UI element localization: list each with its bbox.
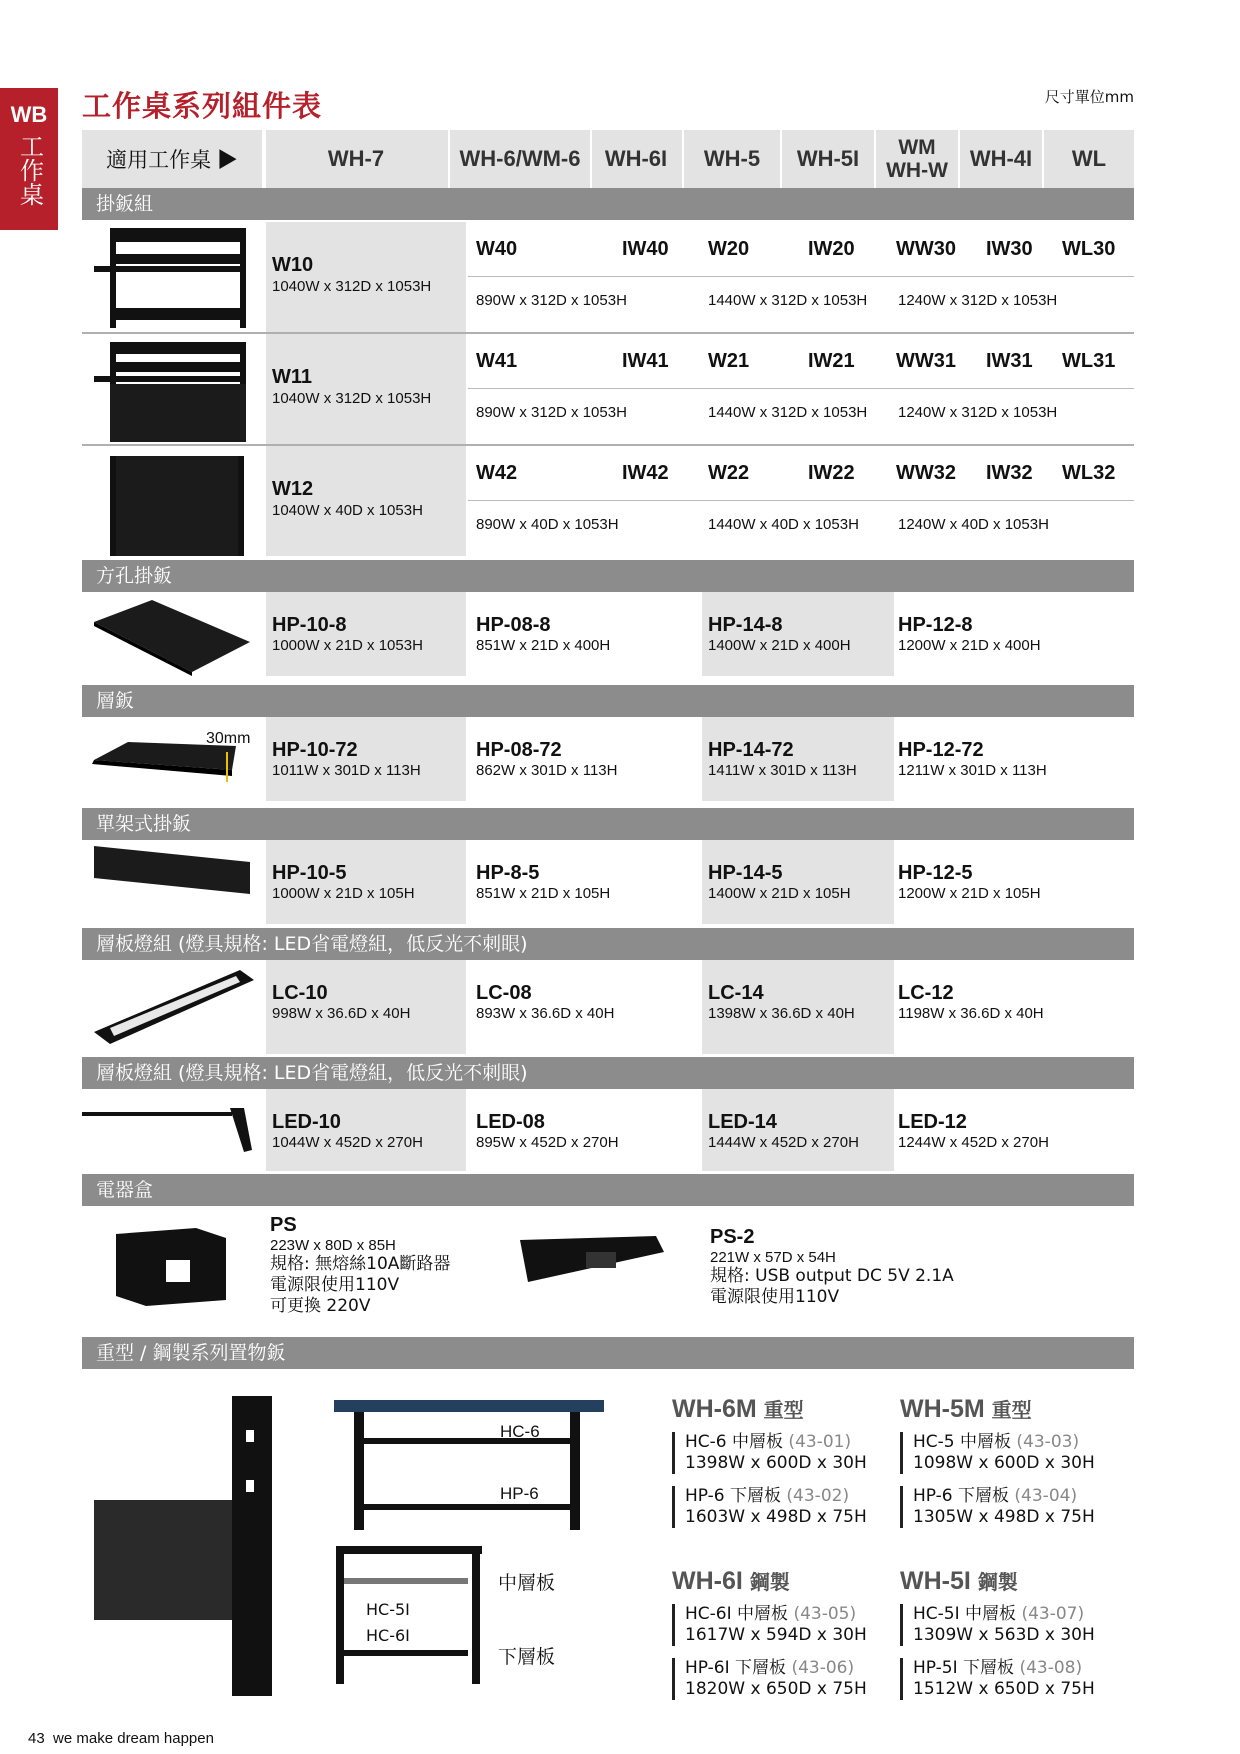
- hang-dim: 1440W x 312D x 1053H: [708, 404, 868, 421]
- shelf-note: 30mm: [206, 730, 251, 747]
- led-dim: 895W x 452D x 270H: [476, 1134, 619, 1151]
- page-number: 43: [28, 1730, 45, 1747]
- part-dim: 1398W x 600D x 30H: [685, 1453, 867, 1473]
- part-line: [685, 1604, 892, 1625]
- shelf-dim: 1011W x 301D x 113H: [272, 762, 421, 779]
- shelf-item: [272, 739, 421, 779]
- model-name: WH-6I: [672, 1567, 743, 1595]
- part-name: HC-5I 中層板: [913, 1604, 1017, 1624]
- model-name: WH-6M: [672, 1395, 757, 1423]
- hang-code: WW32: [896, 462, 956, 484]
- part-dim: 1305W x 498D x 75H: [913, 1507, 1095, 1527]
- hang-code: W42: [476, 462, 518, 484]
- single-dim: 1000W x 21D x 105H: [272, 885, 415, 902]
- section-square-hole-board: 方孔掛鈑: [82, 560, 1134, 592]
- lc-dim: 1198W x 36.6D x 40H: [898, 1005, 1044, 1022]
- model-type: 重型: [991, 1400, 1032, 1422]
- shelf-code: HP-14-72: [708, 739, 794, 761]
- part-line: [685, 1658, 892, 1679]
- pegboard-code: HP-10-8: [272, 614, 347, 636]
- hang-dim: 1240W x 312D x 1053H: [898, 404, 1058, 421]
- shelf-item: [898, 739, 1047, 779]
- part-name: HP-6 下層板: [685, 1486, 782, 1506]
- single-rack-image: [90, 842, 260, 902]
- diagram-hc6i: HC-6I: [366, 1626, 410, 1645]
- section-hanging-set: 掛鈑組: [82, 188, 1134, 220]
- diagram-hc5i: HC-5I: [366, 1600, 410, 1619]
- section-separator: [82, 332, 1134, 334]
- hang-code: IW41: [622, 350, 669, 372]
- single-item: [272, 862, 415, 902]
- tab-code: WB: [10, 102, 48, 127]
- pegboard-item: [272, 614, 423, 654]
- part-name: HC-6I 中層板: [685, 1604, 789, 1624]
- ps-dim: 223W x 80D x 85H: [270, 1237, 396, 1254]
- led-item: [898, 1111, 1049, 1151]
- hang-code: WW30: [896, 238, 956, 260]
- hang-dim: 1440W x 40D x 1053H: [708, 516, 859, 533]
- part-code: (43-03): [1016, 1432, 1080, 1452]
- pegboard-dim: 851W x 21D x 400H: [476, 637, 611, 654]
- single-item: [708, 862, 851, 902]
- hang-dim: 890W x 312D x 1053H: [476, 404, 627, 421]
- row-divider: [468, 500, 1134, 501]
- diagram-mid-shelf: 中層板: [498, 1572, 556, 1594]
- pegboard-code: HP-12-8: [898, 614, 973, 636]
- hang-main-code: W11: [272, 366, 313, 388]
- header-col-wh5i: WH-5I: [796, 146, 860, 171]
- model-block: [672, 1566, 892, 1700]
- ps-info: [270, 1214, 450, 1317]
- section-heavy-steel-shelves: 重型 / 鋼製系列置物鈑: [82, 1337, 1134, 1369]
- section-lamp-set-lc: 層板燈組 (燈具規格: LED省電燈組，低反光不刺眼): [82, 928, 1134, 960]
- hang-code: IW31: [986, 350, 1033, 372]
- model-name: WH-5M: [900, 1395, 985, 1423]
- part-code: (43-02): [786, 1486, 850, 1506]
- led-code: LED-10: [272, 1111, 341, 1133]
- led-item: [272, 1111, 423, 1151]
- shelf-dim: 1411W x 301D x 113H: [708, 762, 857, 779]
- model-type: 鋼製: [977, 1572, 1018, 1594]
- page-title: 工作桌系列組件表: [82, 89, 323, 123]
- hang-code: WW31: [896, 350, 956, 372]
- lc-code: LC-08: [476, 982, 532, 1004]
- model-title: [672, 1566, 892, 1596]
- hang-code: IW40: [622, 238, 669, 260]
- single-item: [898, 862, 1041, 902]
- part-dim: 1098W x 600D x 30H: [913, 1453, 1095, 1473]
- pegboard-dim: 1000W x 21D x 1053H: [272, 637, 423, 654]
- hang-code: WL32: [1062, 462, 1116, 484]
- hanging-panel-image-2: [88, 338, 248, 446]
- part-line: [913, 1604, 1120, 1625]
- ps2-info: [710, 1226, 954, 1308]
- led-code: LED-14: [708, 1111, 777, 1133]
- ps-box-image: [110, 1224, 230, 1308]
- model-title: [672, 1394, 892, 1424]
- section-electrical-box: 電器盒: [82, 1174, 1134, 1206]
- hang-main-cell: [266, 222, 466, 332]
- part-dim: 1512W x 650D x 75H: [913, 1679, 1095, 1699]
- part-code: (43-08): [1019, 1658, 1083, 1678]
- pegboard-item: [708, 614, 851, 654]
- shelf-code: HP-12-72: [898, 739, 984, 761]
- workbench-diagram: [332, 1392, 612, 1538]
- lc-dim: 893W x 36.6D x 40H: [476, 1005, 615, 1022]
- pegboard-dim: 1200W x 21D x 400H: [898, 637, 1041, 654]
- hang-code: IW20: [808, 238, 855, 260]
- single-dim: 1400W x 21D x 105H: [708, 885, 851, 902]
- shelf-code: HP-10-72: [272, 739, 358, 761]
- lc-code: LC-14: [708, 982, 764, 1004]
- diagram-hc6: HC-6: [500, 1422, 540, 1441]
- ps2-box-image: [516, 1230, 666, 1290]
- header-col-wh5: WH-5: [703, 146, 761, 171]
- model-part: [672, 1432, 892, 1474]
- ps2-dim: 221W x 57D x 54H: [710, 1249, 836, 1266]
- hang-main-dim: 1040W x 40D x 1053H: [272, 502, 423, 519]
- table-header: [82, 130, 1134, 188]
- part-line: [913, 1432, 1120, 1453]
- part-code: (43-06): [791, 1658, 855, 1678]
- shelf-image: [88, 730, 258, 786]
- header-col-wl: WL: [1071, 146, 1107, 171]
- part-code: (43-04): [1014, 1486, 1078, 1506]
- header-col-wm: WM: [898, 136, 936, 159]
- ps-voltage: 電源限使用110V: [270, 1275, 400, 1295]
- hang-main-cell: [266, 446, 466, 556]
- header-col-wm-whw: [876, 130, 958, 188]
- part-dim: 1820W x 650D x 75H: [685, 1679, 867, 1699]
- footer-slogan: we make dream happen: [53, 1730, 214, 1747]
- header-col-wh4i: WH-4I: [969, 146, 1033, 171]
- hang-code: W22: [708, 462, 750, 484]
- single-code: HP-14-5: [708, 862, 783, 884]
- model-part: [672, 1486, 892, 1528]
- pegboard-code: HP-14-8: [708, 614, 783, 636]
- lc-item: [476, 982, 614, 1022]
- hanging-panel-image-1: [88, 224, 248, 332]
- shelf-item: [708, 739, 857, 779]
- lc-code: LC-10: [272, 982, 328, 1004]
- ps-code: PS: [270, 1214, 297, 1236]
- lc-item: [272, 982, 410, 1022]
- section-tab: [0, 88, 58, 230]
- part-name: HP-6I 下層板: [685, 1658, 787, 1678]
- model-part: [900, 1658, 1120, 1700]
- part-line: [913, 1658, 1120, 1679]
- part-dim: 1603W x 498D x 75H: [685, 1507, 867, 1527]
- model-part: [672, 1604, 892, 1646]
- model-title: [900, 1394, 1120, 1424]
- model-block: [900, 1394, 1120, 1528]
- lc-dim: 998W x 36.6D x 40H: [272, 1005, 411, 1022]
- hang-code: IW32: [986, 462, 1033, 484]
- shelf-code: HP-08-72: [476, 739, 562, 761]
- hang-code: IW30: [986, 238, 1033, 260]
- model-block: [900, 1566, 1120, 1700]
- model-type: 鋼製: [749, 1572, 790, 1594]
- hang-code: IW42: [622, 462, 669, 484]
- model-part: [900, 1486, 1120, 1528]
- lc-dim: 1398W x 36.6D x 40H: [708, 1005, 855, 1022]
- part-line: [685, 1432, 892, 1453]
- shelf-closeup-image: [92, 1390, 282, 1700]
- hang-code: IW21: [808, 350, 855, 372]
- shelf-item: [476, 739, 617, 779]
- hang-code: W40: [476, 238, 518, 260]
- led-dim: 1044W x 452D x 270H: [272, 1134, 423, 1151]
- part-name: HP-5I 下層板: [913, 1658, 1015, 1678]
- part-dim: 1309W x 563D x 30H: [913, 1625, 1095, 1645]
- led-item: [476, 1111, 619, 1151]
- single-dim: 851W x 21D x 105H: [476, 885, 611, 902]
- hang-code: W20: [708, 238, 750, 260]
- model-part: [672, 1658, 892, 1700]
- section-shelf: 層鈑: [82, 685, 1134, 717]
- part-line: [913, 1486, 1120, 1507]
- header-col-wh7: WH-7: [327, 146, 385, 171]
- model-name: WH-5I: [900, 1567, 971, 1595]
- ps2-code: PS-2: [710, 1226, 755, 1248]
- ps-replace: 可更換 220V: [270, 1296, 371, 1316]
- lc-item: [708, 982, 855, 1022]
- hang-code: W41: [476, 350, 518, 372]
- section-single-rack: 單架式掛鈑: [82, 808, 1134, 840]
- part-code: (43-05): [793, 1604, 857, 1624]
- shelf-dim: 1211W x 301D x 113H: [898, 762, 1047, 779]
- pegboard-panel-image: [110, 452, 250, 558]
- row-divider: [468, 388, 1134, 389]
- pegboard-item: [898, 614, 1041, 654]
- part-code: (43-07): [1021, 1604, 1085, 1624]
- model-block: [672, 1394, 892, 1528]
- hang-code: WL30: [1062, 238, 1116, 260]
- lc-code: LC-12: [898, 982, 954, 1004]
- row-divider: [468, 276, 1134, 277]
- hang-dim: 890W x 40D x 1053H: [476, 516, 619, 533]
- part-name: HC-5 中層板: [913, 1432, 1012, 1452]
- pegboard-image: [92, 598, 252, 678]
- section-lamp-set-led: 層板燈組 (燈具規格: LED省電燈組，低反光不刺眼): [82, 1057, 1134, 1089]
- led-dim: 1244W x 452D x 270H: [898, 1134, 1049, 1151]
- part-code: (43-01): [788, 1432, 852, 1452]
- diagram-low-shelf: 下層板: [498, 1646, 556, 1668]
- hang-main-dim: 1040W x 312D x 1053H: [272, 278, 432, 295]
- footer: [28, 1730, 214, 1747]
- hang-code: W21: [708, 350, 750, 372]
- single-code: HP-10-5: [272, 862, 347, 884]
- single-item: [476, 862, 610, 902]
- part-name: HP-6 下層板: [913, 1486, 1010, 1506]
- pegboard-dim: 1400W x 21D x 400H: [708, 637, 851, 654]
- led-item: [708, 1111, 859, 1151]
- led-code: LED-08: [476, 1111, 545, 1133]
- pegboard-item: [476, 614, 610, 654]
- model-type: 重型: [763, 1400, 804, 1422]
- tab-label: 工作桌: [15, 134, 44, 206]
- led-dim: 1444W x 452D x 270H: [708, 1134, 859, 1151]
- lc-lamp-image: [90, 966, 260, 1048]
- hang-dim: 1240W x 40D x 1053H: [898, 516, 1049, 533]
- hang-code: IW22: [808, 462, 855, 484]
- hang-code: WL31: [1062, 350, 1116, 372]
- hang-dim: 1240W x 312D x 1053H: [898, 292, 1058, 309]
- ps2-voltage: 電源限使用110V: [710, 1287, 840, 1307]
- unit-note: 尺寸單位mm: [1044, 88, 1134, 106]
- part-line: [685, 1486, 892, 1507]
- led-lamp-image: [80, 1102, 260, 1162]
- ps-spec: 規格: 無熔絲10A斷路器: [270, 1254, 451, 1274]
- lc-item: [898, 982, 1044, 1022]
- single-code: HP-8-5: [476, 862, 540, 884]
- hang-main-code: W12: [272, 478, 314, 500]
- single-code: HP-12-5: [898, 862, 973, 884]
- shelf-dim: 862W x 301D x 113H: [476, 762, 618, 779]
- hang-main-cell: [266, 334, 466, 444]
- part-name: HC-6 中層板: [685, 1432, 784, 1452]
- single-dim: 1200W x 21D x 105H: [898, 885, 1041, 902]
- header-lead: 適用工作桌 ▶: [106, 149, 238, 172]
- pegboard-code: HP-08-8: [476, 614, 551, 636]
- header-col-wh6: WH-6/WM-6: [459, 146, 581, 171]
- ps2-spec: 規格: USB output DC 5V 2.1A: [710, 1266, 954, 1286]
- part-dim: 1617W x 594D x 30H: [685, 1625, 867, 1645]
- hang-main-code: W10: [272, 254, 314, 276]
- model-part: [900, 1432, 1120, 1474]
- model-part: [900, 1604, 1120, 1646]
- led-code: LED-12: [898, 1111, 967, 1133]
- hang-main-dim: 1040W x 312D x 1053H: [272, 390, 432, 407]
- model-title: [900, 1566, 1120, 1596]
- hang-dim: 1440W x 312D x 1053H: [708, 292, 868, 309]
- diagram-hp6: HP-6: [500, 1484, 539, 1503]
- header-col-wh6i: WH-6I: [604, 146, 668, 171]
- hang-dim: 890W x 312D x 1053H: [476, 292, 627, 309]
- header-col-whw: WH-W: [886, 159, 948, 182]
